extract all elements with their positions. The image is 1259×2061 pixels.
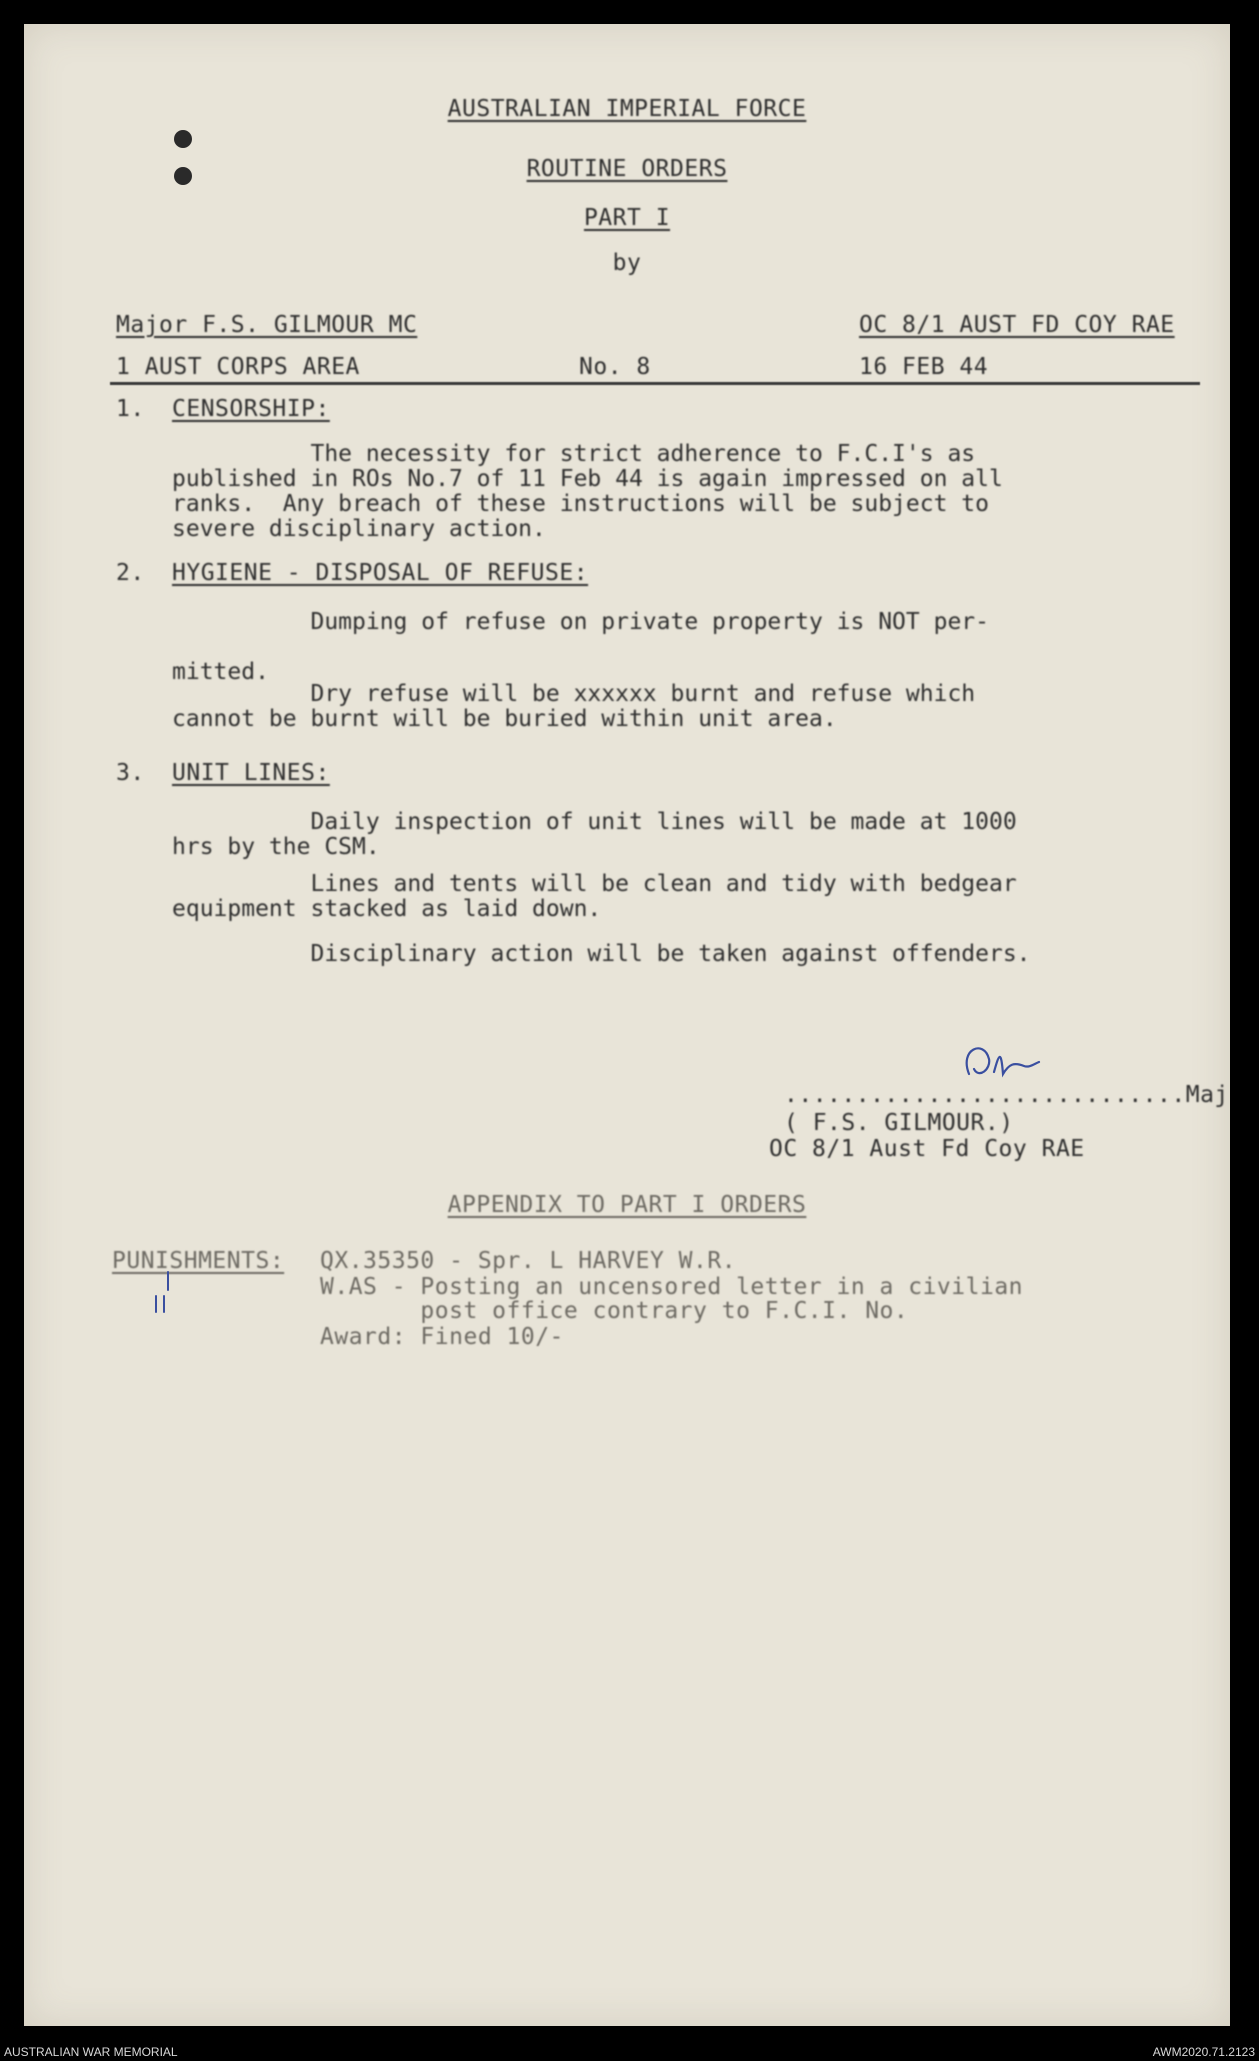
document-page [24,24,1230,2026]
signatory-title: OC 8/1 Aust Fd Coy RAE [769,1136,1085,1162]
order-date: 16 FEB 44 [859,354,989,380]
section-2-number: 2. [116,560,145,586]
appendix-heading: APPENDIX TO PART I ORDERS [447,1192,807,1218]
order-location: 1 AUST CORPS AREA [116,354,360,380]
punch-hole-top [174,130,192,148]
section-3-paragraph-2: Lines and tents will be clean and tidy with bedgear equipment stacked as laid down. [172,871,1017,922]
section-3-paragraph-1: Daily inspection of unit lines will be made at 1000 hrs by the CSM. [172,809,1017,860]
appendix-line-1: QX.35350 - Spr. L HARVEY W.R. [320,1248,737,1274]
signature-line: ............................Maj [784,1082,1229,1108]
signatory-name: ( F.S. GILMOUR.) [784,1110,1014,1136]
issuer-unit: OC 8/1 AUST FD COY RAE [859,312,1175,338]
document-heading: AUSTRALIAN IMPERIAL FORCE [447,96,807,122]
document-part: PART I [583,205,671,231]
section-3-title: UNIT LINES: [172,760,330,786]
appendix-line-3: post office contrary to F.C.I. No. [320,1298,909,1324]
appendix-line-2: W.AS - Posting an uncensored letter in a civilian [320,1274,1024,1300]
section-3-paragraph-3: Disciplinary action will be taken against offenders. [172,941,1031,967]
document-subheading: ROUTINE ORDERS [526,156,728,182]
margin-note [146,1268,186,1318]
section-3-number: 3. [116,760,145,786]
appendix-line-4: Award: Fined 10/- [320,1324,564,1350]
section-1-title: CENSORSHIP: [172,396,330,422]
appendix-label: PUNISHMENTS: [112,1248,285,1274]
footer-source: AUSTRALIAN WAR MEMORIAL [4,2045,178,2059]
order-number: No. 8 [579,354,651,380]
section-2-paragraph-2: Dry refuse will be xxxxxx burnt and refuse which cannot be burnt will be buried within unit area. [172,681,976,732]
header-rule [110,382,1200,385]
footer-accession: AWM2020.71.2123 [1152,2045,1255,2059]
section-1-paragraph: The necessity for strict adherence to F.C.I's as published in ROs No.7 of 11 Feb 44 is again impressed on all ranks. Any breach of these instructions will be subject to severe disciplinary action. [172,441,1003,542]
section-1-number: 1. [116,396,145,422]
section-2-title: HYGIENE - DISPOSAL OF REFUSE: [172,560,589,586]
document-by: by [612,250,642,276]
issuer-name: Major F.S. GILMOUR MC [116,312,418,338]
section-2-paragraph-1: Dumping of refuse on private property is NOT per- mitted. [172,609,989,685]
